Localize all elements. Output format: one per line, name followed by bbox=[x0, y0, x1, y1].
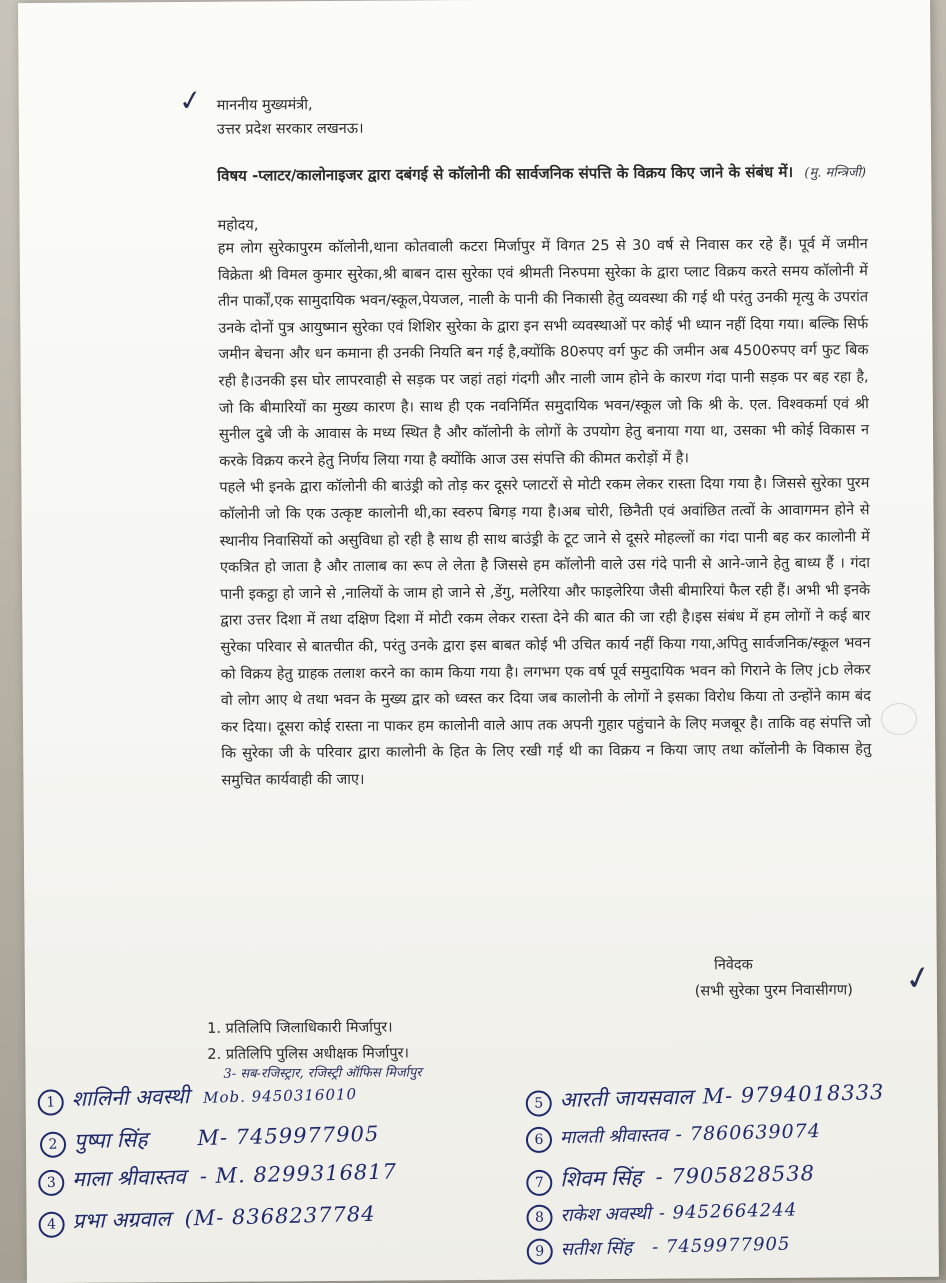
copy-item: 1. प्रतिलिपि जिलाधिकारी मिर्जापुर। bbox=[207, 1019, 393, 1037]
signature-name: शिवम सिंह bbox=[559, 1165, 642, 1192]
signature-number: 2 bbox=[40, 1131, 67, 1158]
signature-name: राकेश अवस्थी bbox=[560, 1202, 652, 1227]
addressee-line: उत्तर प्रदेश सरकार लखनऊ। bbox=[216, 120, 364, 138]
signature-phone: M- 7459977905 bbox=[197, 1121, 380, 1151]
signoff-block bbox=[223, 951, 873, 1016]
signature-entry bbox=[37, 1078, 357, 1116]
signoff-group: (सभी सुरेका पुरम निवासीगण) bbox=[694, 982, 853, 1000]
subject-line bbox=[217, 159, 867, 190]
signature-entry bbox=[526, 1119, 822, 1153]
salutation: महोदय, bbox=[217, 217, 259, 234]
signature-name: शालिनी अवस्थी bbox=[71, 1084, 190, 1112]
signature-number: 3 bbox=[38, 1170, 65, 1197]
signature-entry bbox=[38, 1200, 376, 1238]
signature-phone: - 7905828538 bbox=[655, 1161, 816, 1190]
signature-name: पुष्पा सिंह bbox=[73, 1127, 148, 1154]
signature-number: 1 bbox=[37, 1089, 64, 1116]
signature-number: 4 bbox=[38, 1211, 65, 1238]
check-mark-icon: ✓ bbox=[901, 956, 936, 1000]
signature-entry bbox=[526, 1159, 815, 1196]
signature-number: 7 bbox=[526, 1170, 553, 1197]
signature-entry bbox=[525, 1078, 884, 1117]
signature-phone: (M- 8368237784 bbox=[184, 1201, 376, 1231]
signature-number: 8 bbox=[526, 1204, 553, 1231]
signature-phone: - 7860639074 bbox=[675, 1120, 822, 1146]
signature-entry bbox=[40, 1120, 380, 1158]
signature-entry bbox=[38, 1157, 397, 1196]
copy-item-handwritten: 3- सब-रजिस्ट्रार, रजिस्ट्री ऑफिस मिर्जापुर bbox=[223, 1065, 422, 1082]
signature-phone: Mob. 9450316010 bbox=[202, 1085, 358, 1107]
letter-paper bbox=[18, 0, 939, 1283]
signature-name: सतीश सिंह bbox=[560, 1237, 633, 1261]
subject-handwritten-note: (मु. मन्त्रिजी) bbox=[804, 165, 867, 181]
signature-name: प्रभा अग्रवाल bbox=[72, 1206, 171, 1234]
paragraph-body-1: हम लोग सुरेकापुरम कॉलोनी,थाना कोतवाली कटरा मिर्जापुर में विगत 25 से 30 वर्ष से निवास कर रहे हैं। पूर्व में जमीन विक्रेता श्री विमल कुमार सुरेका,श्री बाबन दास सुरेका एवं श्रीमती निरुपमा सुरेका के द्वारा प्लाट विक्रय करते समय कॉलोनी में तीन पार्कों,एक सामुदायिक भवन/स्कूल,पेयजल, नाली के पानी की निकासी हेतु व्यवस्था की गई थी परंतु उनकी मृत्यु के उपरांत उनके दोनों पुत्र आयुष्मान सुरेका एवं शिशिर सुरेका के द्वारा इन सभी व्यवस्थाओं पर कोई भी ध्यान नहीं दिया गया। बल्कि सिर्फ जमीन बेचना और धन कमाना ही उनकी नियति बन गई है,क्योंकि 80रुपए वर्ग फुट की जमीन अब 4500रुपए वर्ग फुट बिक रही है।उनकी इस घोर लापरवाही से सड़क पर जहां तहां गंदगी और नाली जाम होने के कारण गंदा पानी सड़क पर बह रहा है, जो कि बीमारियों का मुख्य कारण है। साथ ही एक नवनिर्मित समुदायिक भवन/स्कूल जो कि श्री के. एल. विश्वकर्मा एवं श्री सुनील दुबे जी के आवास के मध्य स्थित है और कॉलोनी के लोगों के उपयोग हेतु बनाया गया था, उसका भी कोई विकास न करके विक्रय करने हेतु निर्णय लिया गया है क्योंकि आज उस संपत्ति की कीमत करोड़ों में है। bbox=[217, 236, 870, 470]
signature-phone: - 7459977905 bbox=[651, 1233, 791, 1258]
signature-name: माला श्रीवास्तव bbox=[71, 1164, 187, 1192]
signature-name: आरती जायसवाल bbox=[559, 1084, 693, 1112]
copies-list bbox=[207, 1014, 422, 1081]
signature-entry bbox=[526, 1232, 790, 1265]
signoff-by: निवेदक bbox=[713, 957, 753, 974]
signature-phone: M- 9794018333 bbox=[702, 1080, 885, 1109]
check-mark-icon: ✓ bbox=[176, 82, 205, 119]
letter-body bbox=[216, 89, 872, 1000]
paragraph-body-2: पहले भी इनके द्वारा कॉलोनी की बाउंड्री को तोड़ कर दूसरे प्लाटरों से मोटी रकम लेकर रास्ता दिया गया है। जिससे सुरेका पुरम कॉलोनी जो कि एक उत्कृष्ट कालोनी थी,का स्वरुप बिगड़ गया है।अब चोरी, छिनैती एवं अवांछित तत्वों के आवागमन होने से स्थानीय निवासियों को असुविधा हो रही है साथ ही साथ बाउंड्री के टूट जाने से दूसरे मोहल्लों का गंदा पानी बह कर कालोनी में एकत्रित हो जाता है और तालाब का रूप ले लेता है जिससे हम कॉलोनी वाले उस गंदे पानी से आने-जाने हेतु बाध्य हैं । गंदा पानी इकट्ठा हो जाने से ,नालियों के जाम हो जाने से ,डेंगु, मलेरिया और फाइलेरिया जैसी बीमारियां फैल रही हैं। अभी भी इनके द्वारा उत्तर दिशा में तथा दक्षिण दिशा में मोटी रकम लेकर रास्ता देने की बात की जा रही है।इस संबंध में हम लोगों ने कई बार सुरेका परिवार से बातचीत की, परंतु उनके द्वारा इस बाबत कोई भी उचित कार्य नहीं किया गया,अपितु सार्वजनिक/स्कूल भवन को विक्रय हेतु ग्राहक तलाश करने का काम किया गया है। लगभग एक वर्ष पूर्व समुदायिक भवन को गिराने के लिए jcb लेकर वो लोग आए थे तथा भवन के मुख्य द्वार को ध्वस्त कर दिया जब कालोनी के लोगों ने इसका विरोध किया तो उन्होंने काम बंद कर दिया। दूसरा कोई रास्ता ना पाकर हम कालोनी वाले आप तक अपनी गुहार पहुंचाने के लिए मजबूर है। ताकि वह संपत्ति जो कि सुरेका जी के परिवार द्वारा कालोनी के हित के लिए रखी गई थी का विक्रय न किया जाए तथा कॉलोनी के विकास हेतु समुचित कार्यवाही की जाए। bbox=[219, 475, 872, 789]
subject-text: विषय -प्लाटर/कालोनाइजर द्वारा दबंगई से कॉलोनी की सार्वजनिक संपत्ति के विक्रय किए जाने के संबंध में। bbox=[217, 162, 794, 185]
faint-stamp-mark bbox=[881, 703, 917, 735]
addressee-line: माननीय मुख्यमंत्री, bbox=[216, 97, 313, 114]
signature-number: 6 bbox=[526, 1127, 553, 1154]
addressee-block bbox=[217, 89, 867, 142]
signature-name: मालती श्रीवास्तव bbox=[559, 1124, 668, 1149]
signature-entry bbox=[526, 1197, 797, 1231]
signature-phone: - 9452664244 bbox=[658, 1199, 798, 1224]
signature-number: 5 bbox=[525, 1090, 552, 1117]
copy-item: 2. प्रतिलिपि पुलिस अधीक्षक मिर्जापुर। bbox=[207, 1045, 410, 1063]
signature-number: 9 bbox=[526, 1238, 553, 1265]
signature-phone: - M. 8299316817 bbox=[199, 1159, 398, 1189]
